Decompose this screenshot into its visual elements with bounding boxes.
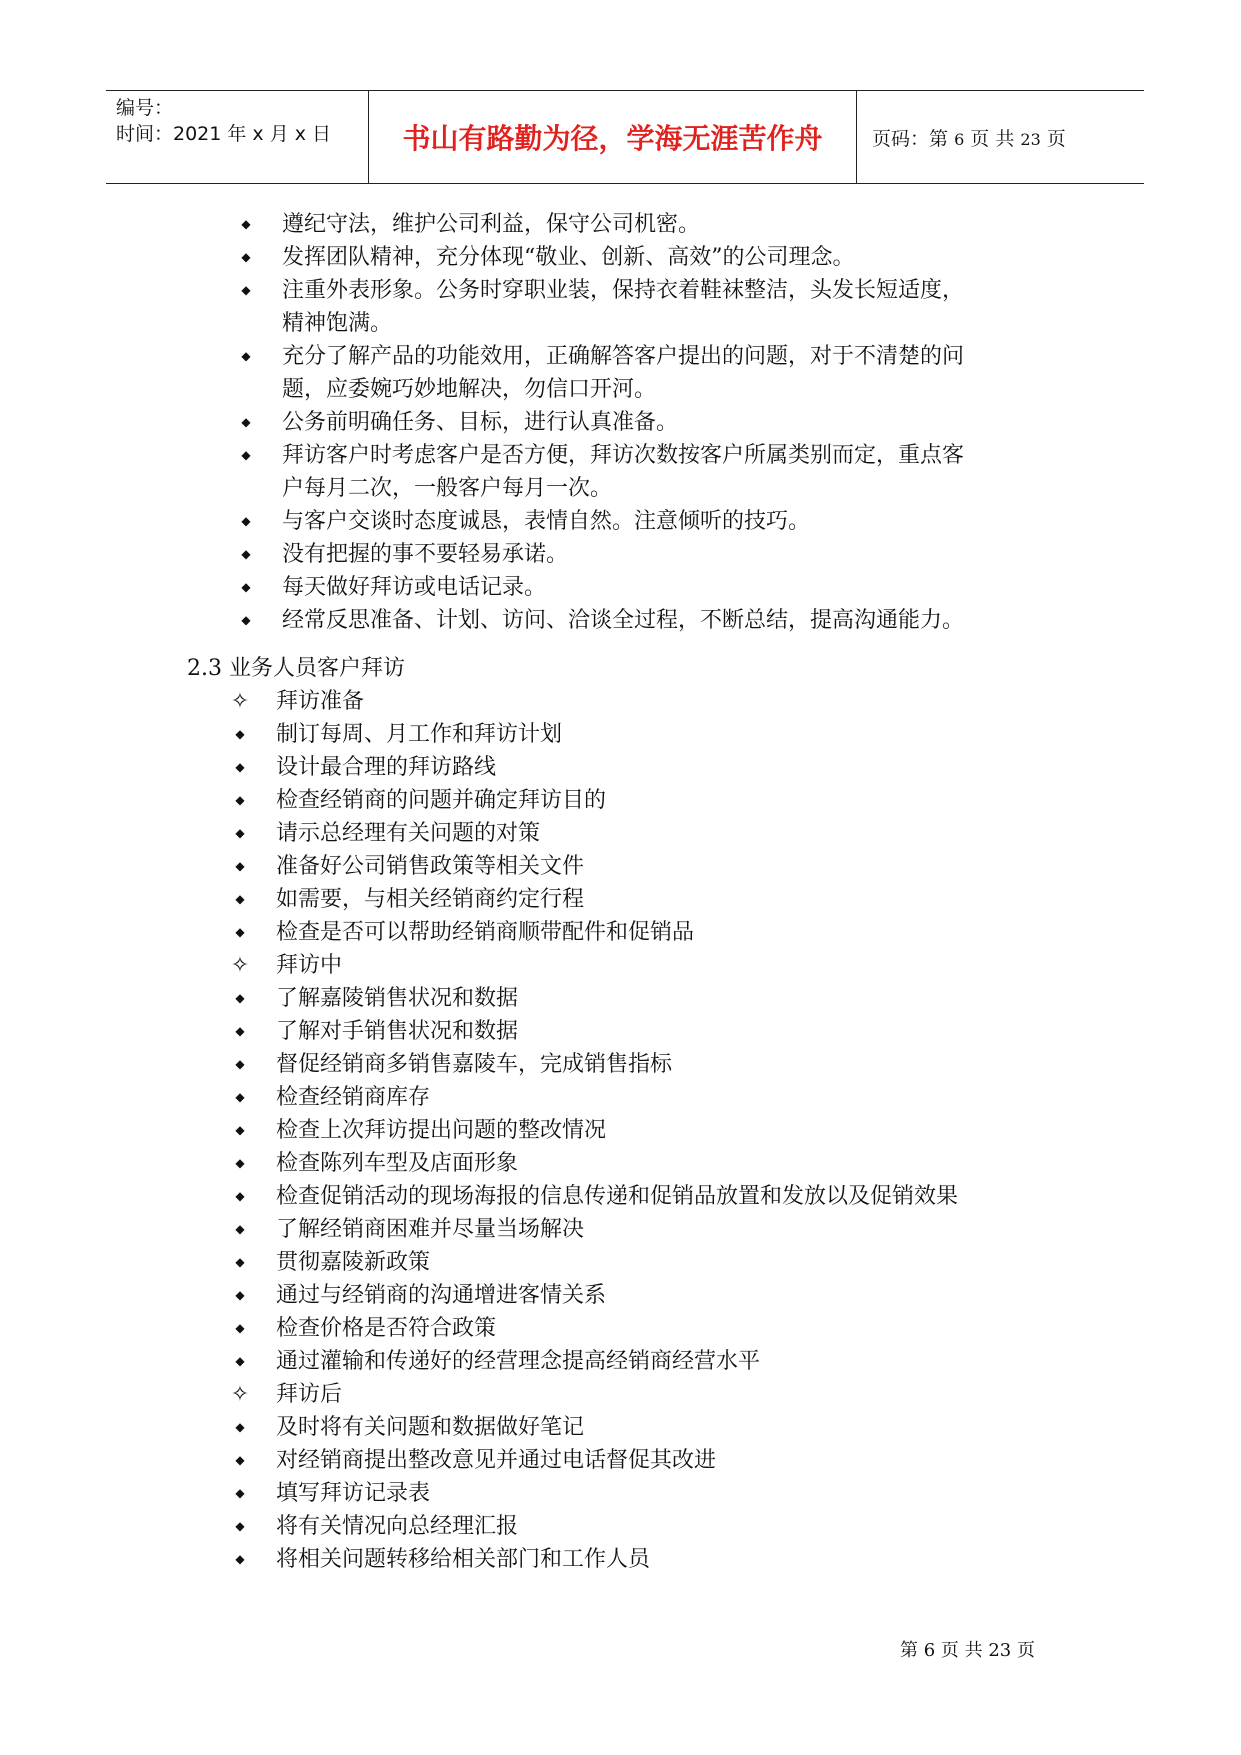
diamond-bullet-icon: ◆	[241, 217, 251, 231]
diamond-bullet-icon: ◆	[235, 1090, 245, 1104]
list-item-text: 通过灌输和传递好的经营理念提高经销商经营水平	[276, 1349, 761, 1374]
diamond-bullet-icon: ◆	[235, 793, 245, 807]
list-item	[0, 1246, 1241, 1279]
diamond-bullet-icon: ◆	[235, 1486, 245, 1500]
list-item-line: 注重外表形象。公务时穿职业装，保持衣着鞋袜整洁，头发长短适度，	[282, 278, 965, 303]
list-item	[0, 538, 1241, 571]
list-item	[0, 1543, 1241, 1576]
list-item-line: 题，应委婉巧妙地解决，勿信口开河。	[282, 377, 657, 402]
list-item-text: 制订每周、月工作和拜访计划	[276, 722, 563, 747]
list-item	[0, 1015, 1241, 1048]
header-info-cell	[106, 91, 369, 183]
section-title: 2.3 业务人员客户拜访	[187, 656, 405, 681]
list-item	[0, 1510, 1241, 1543]
list-item-text: 检查价格是否符合政策	[276, 1316, 497, 1341]
page-suffix: 页	[1046, 128, 1066, 150]
list-item	[0, 406, 1241, 439]
document-number-label: 编号：	[116, 97, 174, 119]
diamond-bullet-icon: ◆	[235, 1288, 245, 1302]
list-item	[0, 274, 1241, 340]
page-number: 6	[954, 130, 965, 149]
list-item-text: 督促经销商多销售嘉陵车，完成销售指标	[276, 1052, 673, 1077]
list-item-text: 将相关问题转移给相关部门和工作人员	[276, 1547, 651, 1572]
list-item-line: 遵纪守法，维护公司利益，保守公司机密。	[282, 212, 701, 237]
list-item	[0, 1312, 1241, 1345]
list-item	[0, 1048, 1241, 1081]
list-item	[0, 571, 1241, 604]
list-item	[0, 1147, 1241, 1180]
list-item	[0, 241, 1241, 274]
page-total: 23	[1020, 130, 1041, 149]
list-item-line: 发挥团队精神，充分体现“敬业、创新、高效”的公司理念。	[282, 245, 855, 270]
diamond-bullet-icon: ◆	[235, 1354, 245, 1368]
list-item-line: 户每月二次，一般客户每月一次。	[282, 476, 613, 501]
list-item-text: 检查是否可以帮助经销商顺带配件和促销品	[276, 920, 695, 945]
diamond-bullet-icon: ◆	[235, 1453, 245, 1467]
diamond-bullet-icon: ◆	[235, 1123, 245, 1137]
list-item	[0, 784, 1241, 817]
page-mid: 页 共	[970, 128, 1015, 150]
list-item-text: 检查经销商库存	[276, 1085, 431, 1110]
document-body	[0, 208, 1241, 1576]
diamond-bullet-icon: ◆	[235, 1057, 245, 1071]
diamond-bullet-icon: ◆	[235, 1222, 245, 1236]
diamond-bullet-icon: ◆	[235, 1156, 245, 1170]
diamond-bullet-icon: ◆	[241, 250, 251, 264]
document-time-label: 时间：2021 年 x 月 x 日	[116, 123, 332, 145]
conduct-list	[0, 208, 1241, 637]
diamond-bullet-icon: ◆	[241, 349, 251, 363]
list-item-text: 贯彻嘉陵新政策	[276, 1250, 431, 1275]
diamond-bullet-icon: ◆	[241, 547, 251, 561]
group-heading-text: 拜访中	[276, 953, 343, 978]
diamond-bullet-icon: ◆	[241, 514, 251, 528]
group-heading-text: 拜访准备	[276, 689, 365, 714]
group-heading	[0, 1378, 1241, 1411]
list-item	[0, 1477, 1241, 1510]
header-slogan-cell	[369, 91, 857, 183]
list-item-text: 了解嘉陵销售状况和数据	[276, 986, 519, 1011]
four-pointed-star-icon: ✧	[230, 689, 250, 714]
diamond-bullet-icon: ◆	[241, 580, 251, 594]
list-item-text: 填写拜访记录表	[276, 1481, 431, 1506]
list-item-text: 及时将有关问题和数据做好笔记	[276, 1415, 585, 1440]
page-header	[106, 90, 1144, 184]
list-item-text: 将有关情况向总经理汇报	[276, 1514, 519, 1539]
page-prefix: 页码：第	[872, 128, 949, 150]
diamond-bullet-icon: ◆	[241, 613, 251, 627]
group-heading	[0, 685, 1241, 718]
diamond-bullet-icon: ◆	[235, 1024, 245, 1038]
diamond-bullet-icon: ◆	[241, 415, 251, 429]
list-item-line: 公务前明确任务、目标，进行认真准备。	[282, 410, 679, 435]
diamond-bullet-icon: ◆	[235, 1519, 245, 1533]
diamond-bullet-icon: ◆	[241, 283, 251, 297]
list-item	[0, 817, 1241, 850]
list-item-text: 如需要，与相关经销商约定行程	[276, 887, 585, 912]
list-item-line: 每天做好拜访或电话记录。	[282, 575, 547, 600]
group-heading-text: 拜访后	[276, 1382, 343, 1407]
diamond-bullet-icon: ◆	[235, 859, 245, 873]
list-item	[0, 718, 1241, 751]
list-item-line: 精神饱满。	[282, 311, 393, 336]
header-page-code	[872, 124, 1066, 151]
diamond-bullet-icon: ◆	[235, 892, 245, 906]
diamond-bullet-icon: ◆	[235, 727, 245, 741]
list-item	[0, 1444, 1241, 1477]
list-item-text: 设计最合理的拜访路线	[276, 755, 497, 780]
list-item	[0, 208, 1241, 241]
list-item	[0, 340, 1241, 406]
list-item-line: 充分了解产品的功能效用，正确解答客户提出的问题，对于不清楚的问	[282, 344, 965, 369]
four-pointed-star-icon: ✧	[230, 953, 250, 978]
list-item-text: 检查上次拜访提出问题的整改情况	[276, 1118, 607, 1143]
list-item-line: 与客户交谈时态度诚恳，表情自然。注意倾听的技巧。	[282, 509, 811, 534]
list-item-text: 了解经销商困难并尽量当场解决	[276, 1217, 585, 1242]
diamond-bullet-icon: ◆	[235, 1321, 245, 1335]
list-item-line: 没有把握的事不要轻易承诺。	[282, 542, 569, 567]
diamond-bullet-icon: ◆	[235, 925, 245, 939]
list-item	[0, 751, 1241, 784]
list-item	[0, 850, 1241, 883]
diamond-bullet-icon: ◆	[235, 1420, 245, 1434]
list-item	[0, 1279, 1241, 1312]
diamond-bullet-icon: ◆	[235, 1189, 245, 1203]
list-item-text: 准备好公司销售政策等相关文件	[276, 854, 585, 879]
visit-groups	[0, 685, 1241, 1576]
list-item-text: 检查经销商的问题并确定拜访目的	[276, 788, 607, 813]
list-item	[0, 1180, 1241, 1213]
page-footer: 第 6 页 共 23 页	[900, 1640, 1035, 1661]
list-item	[0, 439, 1241, 505]
list-item	[0, 604, 1241, 637]
list-item	[0, 1345, 1241, 1378]
header-page-cell	[858, 91, 1144, 183]
list-item-text: 通过与经销商的沟通增进客情关系	[276, 1283, 607, 1308]
four-pointed-star-icon: ✧	[230, 1382, 250, 1407]
list-item-line: 经常反思准备、计划、访问、洽谈全过程，不断总结，提高沟通能力。	[282, 608, 965, 633]
list-item	[0, 1411, 1241, 1444]
list-item	[0, 916, 1241, 949]
list-item-text: 了解对手销售状况和数据	[276, 1019, 519, 1044]
list-item	[0, 505, 1241, 538]
diamond-bullet-icon: ◆	[235, 1255, 245, 1269]
list-item-text: 请示总经理有关问题的对策	[276, 821, 541, 846]
list-item-text: 检查陈列车型及店面形象	[276, 1151, 519, 1176]
list-item	[0, 982, 1241, 1015]
diamond-bullet-icon: ◆	[241, 448, 251, 462]
header-slogan: 书山有路勤为径，学海无涯苦作舟	[402, 122, 823, 155]
list-item	[0, 883, 1241, 916]
list-item	[0, 1213, 1241, 1246]
list-item-text: 检查促销活动的现场海报的信息传递和促销品放置和发放以及促销效果	[276, 1184, 959, 1209]
list-item	[0, 1081, 1241, 1114]
list-item-text: 对经销商提出整改意见并通过电话督促其改进	[276, 1448, 717, 1473]
list-item	[0, 1114, 1241, 1147]
list-item-line: 拜访客户时考虑客户是否方便，拜访次数按客户所属类别而定，重点客	[282, 443, 965, 468]
diamond-bullet-icon: ◆	[235, 991, 245, 1005]
diamond-bullet-icon: ◆	[235, 826, 245, 840]
diamond-bullet-icon: ◆	[235, 760, 245, 774]
group-heading	[0, 949, 1241, 982]
diamond-bullet-icon: ◆	[235, 1552, 245, 1566]
